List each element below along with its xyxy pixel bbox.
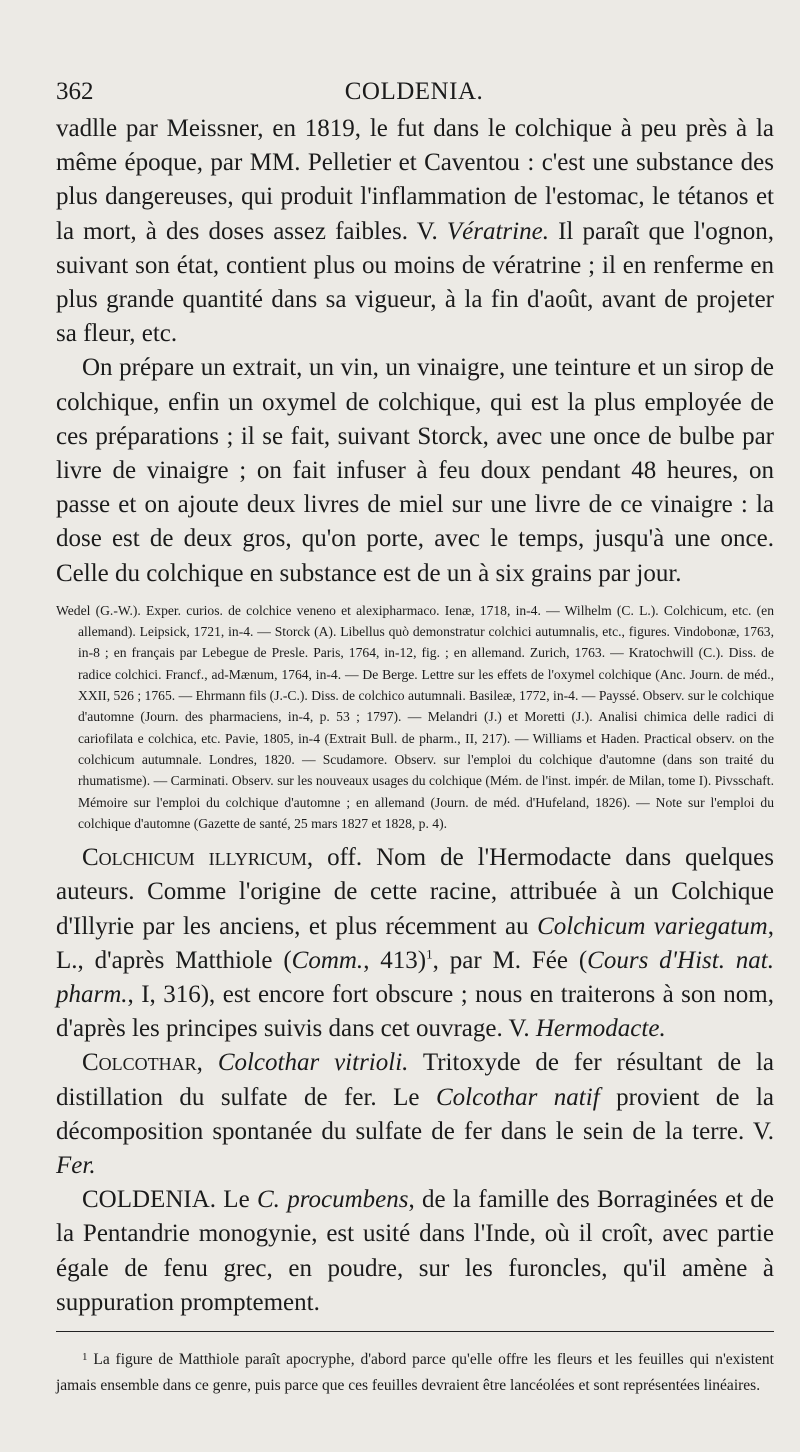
entry-colcothar: Colcothar, Colcothar vitrioli. Tritoxyde de fer résultant de la distillation du sulfate de fer. Le Colcothar natif provient de la décomposition spontanée du sulfate de fer dans le sein de la terre. V. Fer.: [56, 1049, 774, 1179]
bibliography: Wedel (G.-W.). Exper. curios. de colchice veneno et alexipharmaco. Ienæ, 1718, in-4. — Wilhelm (C. L.). Colchicum, etc. (en allemand). Leipsick, 1721, in-4. — Storck (A). Libellus quò demonstratur colchici autumnalis, etc., figures. Vindobonæ, 1763, in-8 ; en français par Lebegue de Presle. Paris, 1764, in-12, fig. ; en allemand. Zurich, 1763. — Kratochwill (C.). Diss. de radice colchici. Francf., ad-Mænum, 1764, in-4. — De Berge. Lettre sur les effets de l'oxymel colchique (Anc. Journ. de méd., XXII, 526 ; 1765. — Ehrmann fils (J.-C.). Diss. de colchico autumnali. Basileæ, 1772, in-4. — Payssé. Observ. sur le colchique d'automne (Journ. des pharmaciens, in-4, p. 53 ; 1797). — Melandri (J.) et Moretti (J.). Analisi chimica delle radici di cariofilata e colchica, etc. Pavie, 1805, in-4 (Extrait Bull. de pharm., II, 217). — Williams et Haden. Practical observ. on the colchicum autumnale. Londres, 1820. — Scudamore. Observ. sur l'emploi du colchique d'automne (dans son traité du rhumatisme). — Carminati. Observ. sur les nouveaux usages du colchique (Mém. de l'inst. impér. de Milan, tome I). Pivsschaft. Mémoire sur l'emploi du colchique d'automne ; en allemand (Journ. de méd. d'Hufeland, 1826). — Note sur l'emploi du colchique d'automne (Gazette de santé, 25 mars 1827 et 1828, p. 4).: [56, 602, 774, 831]
footnote: $^1$ La figure de Matthiole paraît apocryphe, d'abord parce qu'elle offre les fleurs et les feuilles qui n'existent jamais ensemble dans ce genre, puis parce que ces feuilles devraient être lancéolées et sont représentées linéaires.: [56, 1351, 774, 1395]
entry-heading: COLDENIA.: [82, 1186, 217, 1214]
page-body: [56, 112, 774, 1399]
footnote-number: 1: [82, 1351, 88, 1364]
paragraph-preparations: On prépare un extrait, un vin, un vinaigre, une teinture et un sirop de colchique, enfin un oxymel de colchique, qui est la plus employée de ces préparations ; il se fait, suivant Storck, avec une once de bulbe par livre de vinaigre ; on fait infuser à feu doux pendant 48 heures, on passe et on ajoute deux livres de miel sur une livre de ce vinaigre : la dose est de deux gros, qu'on porte, avec le temps, jusqu'à une once. Celle du colchique en substance est de un à six grains par jour.: [56, 354, 774, 587]
footnote-ref: 1: [426, 946, 433, 962]
page-header: [56, 74, 772, 110]
footnote-divider: [56, 1331, 774, 1333]
see-also-veratrine: Vératrine.: [446, 217, 549, 245]
paragraph-veratrine: vadlle par Meissner, en 1819, le fut dans le colchique à peu près à la même époque, par MM. Pelletier et Caventou : c'est une substance des plus dangereuses, qui produit l'inflammation de l'estomac, le tétanos et la mort, à des doses assez faibles. V. Vératrine. Il paraît que l'ognon, suivant son état, contient plus ou moins de vératrine ; il en renferme en plus grande quantité dans sa vigueur, à la fin d'août, avant de projeter sa fleur, etc.: [56, 115, 774, 348]
running-title: COLDENIA.: [344, 78, 484, 105]
entry-heading: Colcothar,: [82, 1049, 203, 1077]
entry-coldenia: COLDENIA. Le C. procumbens, de la famille des Borraginées et de la Pentandrie monogynie, est usité dans l'Inde, où il croît, avec partie égale de fenu grec, en poudre, sur les furoncles, qu'il amène à suppuration promptement.: [56, 1186, 774, 1316]
entry-heading: Colchicum illyricum,: [82, 844, 314, 872]
entry-colchicum-illyricum: Colchicum illyricum, off. Nom de l'Hermodacte dans quelques auteurs. Comme l'origine de cette racine, attribuée à un Colchique d'Illyrie par les anciens, et plus récemment au Colchicum variegatum, L., d'après Matthiole (Comm., 413)$^1$, par M. Fée (Cours d'Hist. nat. pharm., I, 316), est encore fort obscure ; nous en traiterons à son nom, d'après les principes suivis dans cet ouvrage. V. Hermodacte.: [56, 844, 774, 1043]
page-number: 362: [56, 78, 94, 105]
